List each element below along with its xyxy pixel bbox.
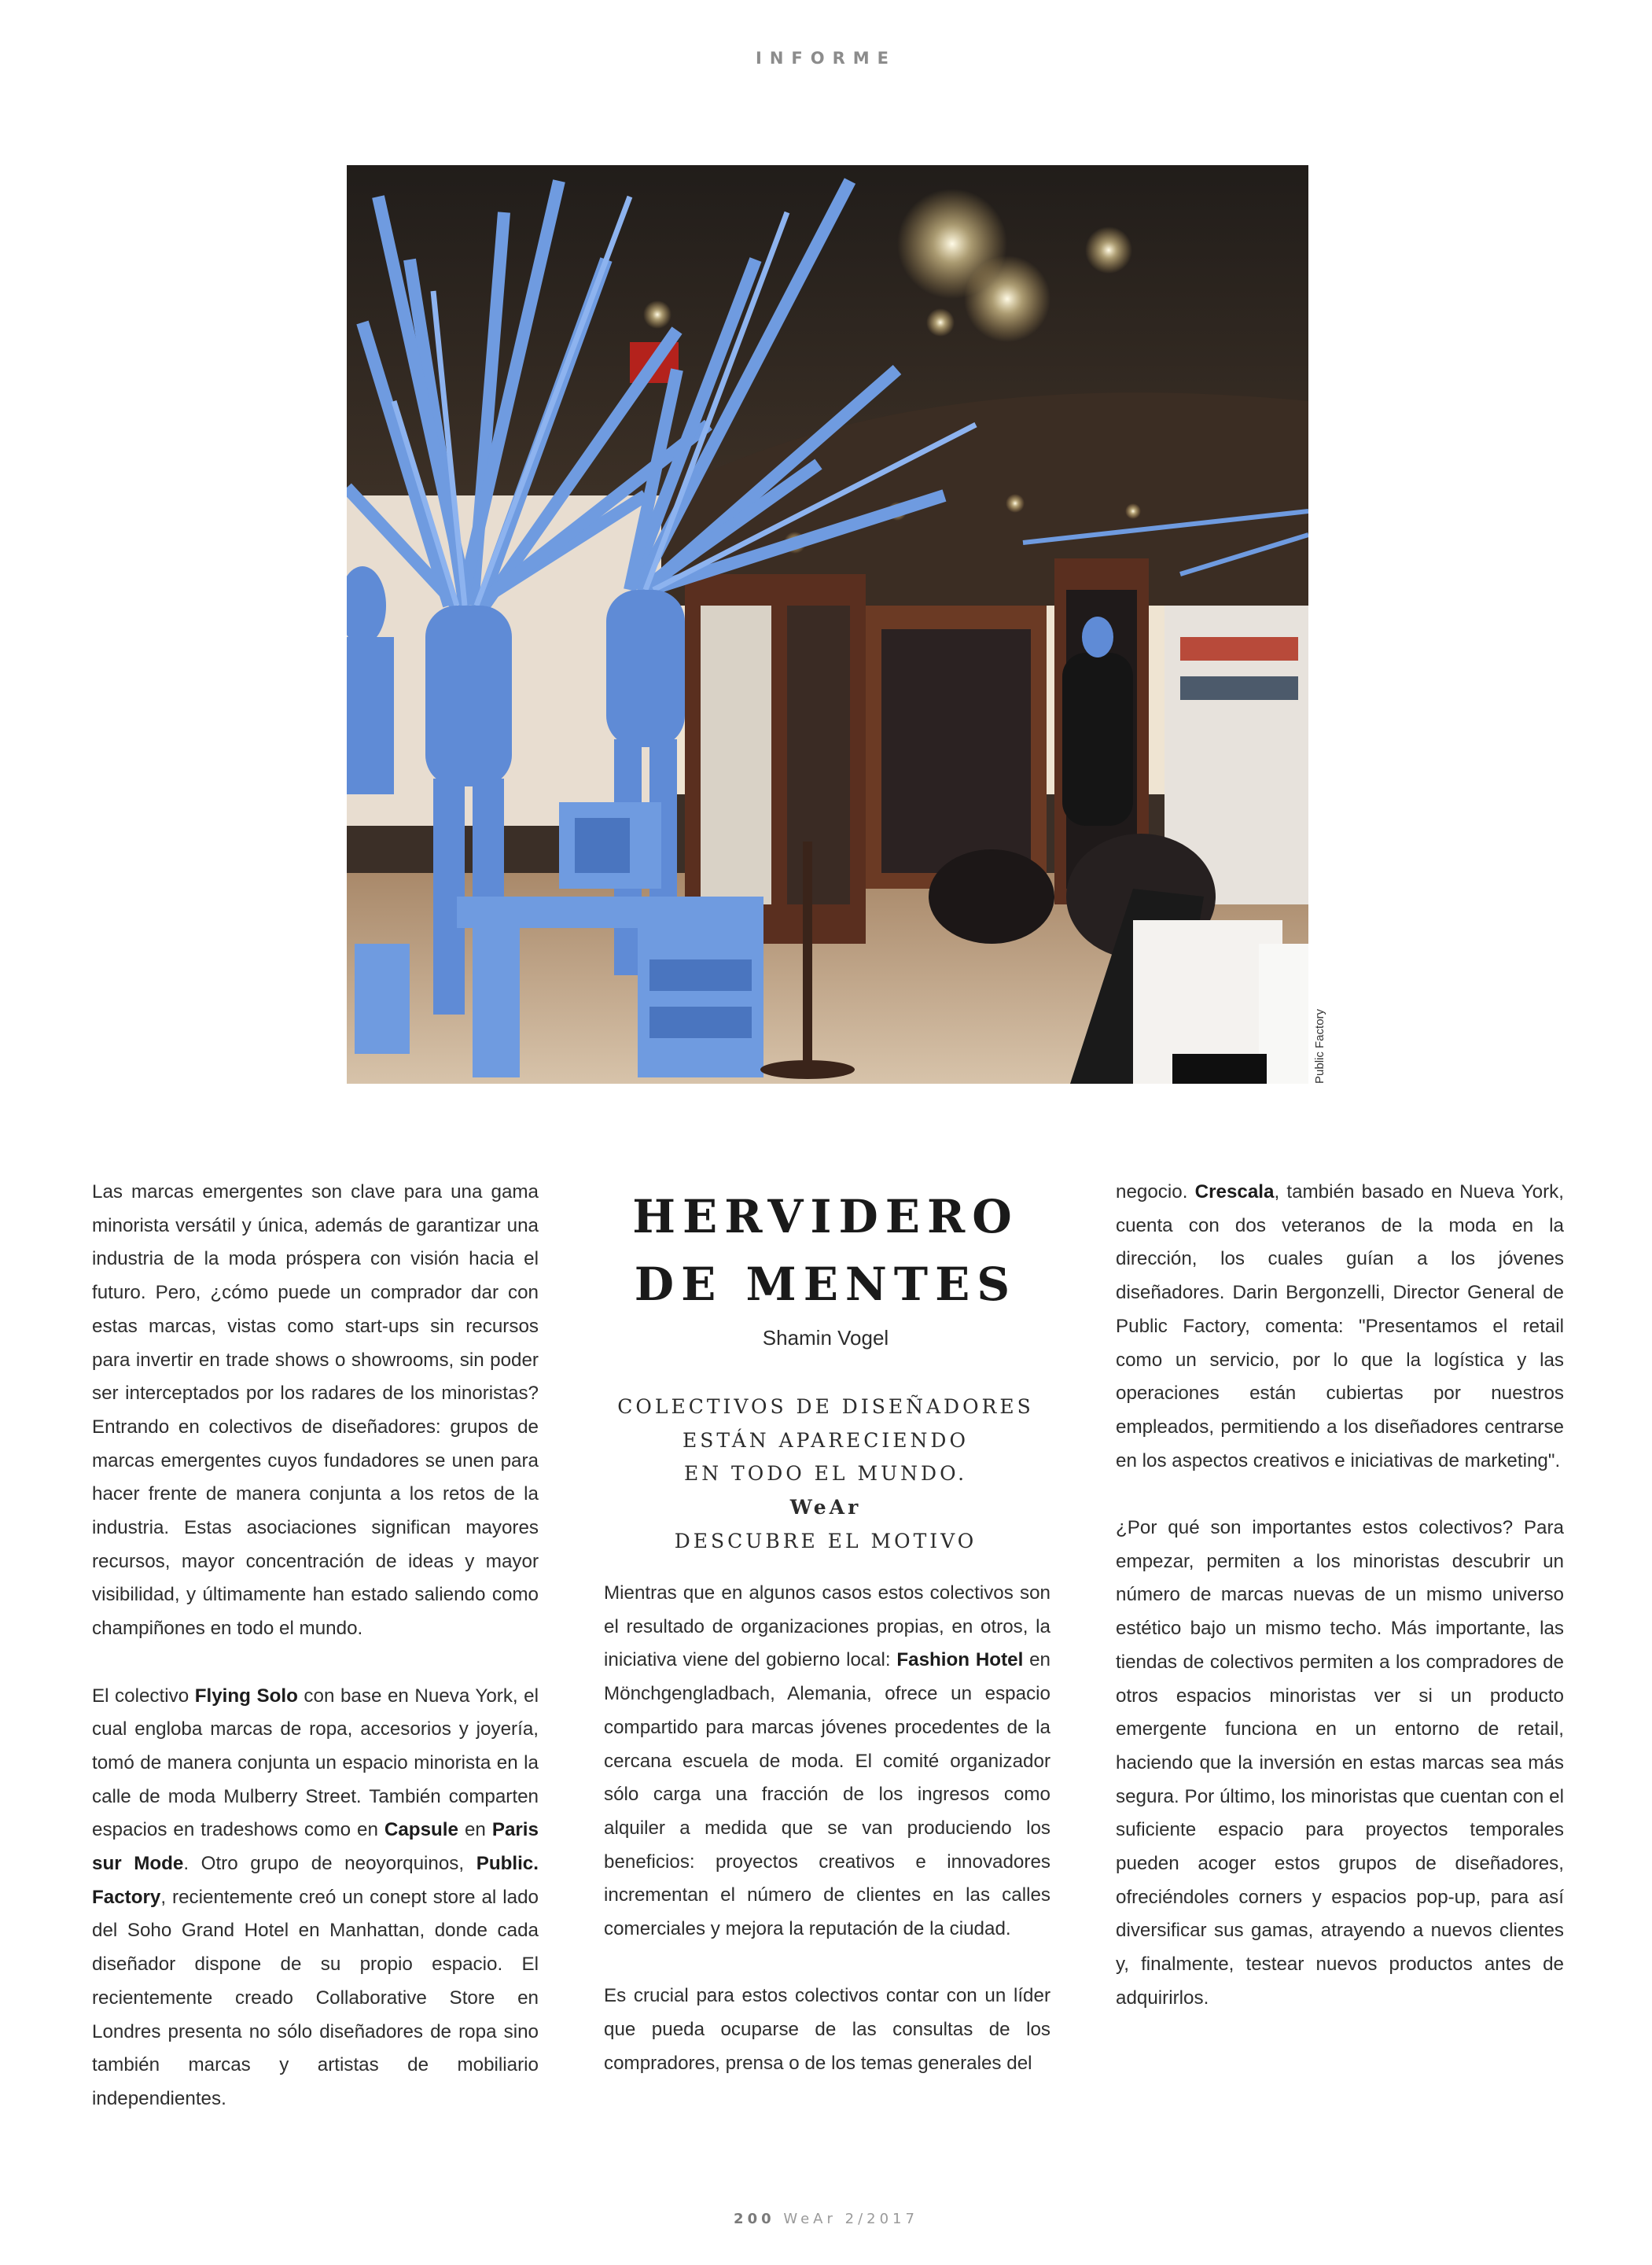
page-number: 200 [734, 2211, 775, 2227]
paragraph [1116, 1176, 1564, 1478]
paragraph: ¿Por qué son importantes estos colectivos? Para empezar, permiten a los minoristas descubrir un número de marcas nuevas de un mismo universo estético bajo un mismo techo. Más importante, las tiendas de colectivos permiten a los compradores de otros espacios minoristas ver si un producto emergente funciona en un entorno de retail, haciendo que la inversión en estas marcas sea más segura. Por último, los minoristas que cuentan con el suficiente espacio para proyectos temporales pueden acoger estos grupos de diseñadores, ofreciéndoles corners y espacios pop-up, para así diversificar sus gamas, atrayendo a nuevos clientes y, finalmente, testear nuevos productos antes de adquirirlos. [1116, 1517, 1564, 2009]
title-line: HERVIDERO [632, 1190, 1019, 1243]
column-left [92, 1176, 539, 2149]
text-run: EN TODO EL MUNDO. [683, 1462, 968, 1486]
page-footer [0, 2211, 1652, 2227]
standfirst-line: DESCUBRE EL MOTIVO [674, 1529, 977, 1552]
standfirst-line [550, 1457, 1101, 1524]
section-label: INFORME [756, 49, 896, 68]
brand-name: Paris sur Mode [92, 1819, 539, 1875]
text-run: en [458, 1819, 492, 1841]
text-run: , recientemente creó un conept store al lado del Soho Grand Hotel en Manhattan, donde cada diseñador dispone de su propio espacio. El recientemente creado Collaborative Store en Londres presenta no sólo diseñadores de ropa sino también marcas y artistas de mobiliario independientes. [92, 1886, 539, 2109]
article-photo [347, 165, 1308, 1084]
text-run: en Mönchgengladbach, Alemania, ofrece un espacio compartido para marcas jóvenes procedentes de la cercana escuela de moda. El comité organizador sólo carga una fracción de los ingresos como alquiler a medida que se van produciendo los beneficios: proyectos creativos e innovadores incrementan el número de clientes en las calles comerciales y mejora la reputación de la ciudad. [604, 1649, 1050, 1940]
paragraph: Es crucial para estos colectivos contar con un líder que pueda ocuparse de las consultas de los compradores, prensa o de los temas generales del [604, 1985, 1050, 2074]
standfirst-line: COLECTIVOS DE DISEÑADORES [617, 1395, 1034, 1418]
column-middle [604, 1577, 1050, 2114]
title-line: DE MENTES [634, 1258, 1017, 1311]
article-title [550, 1183, 1101, 1318]
column-right [1116, 1176, 1564, 2049]
text-run: , también basado en Nueva York, cuenta con dos veteranos de la moda en la dirección, los cuales guían a los jóvenes diseñadores. Darin Bergonzelli, Director General de Public Factory, comenta: "Presentamos el retail como un servicio, por lo que la logística y las operaciones están cubiertas por nuestros empleados, permitiendo a los diseñadores centrarse en los aspectos creativos e iniciativas de marketing". [1116, 1181, 1564, 1471]
text-run: Mientras que en algunos casos estos colectivos son el resultado de organizaciones propias, en otros, la iniciativa viene del gobierno local: [604, 1582, 1050, 1671]
paragraph [604, 1577, 1050, 1946]
brand-name: Capsule [384, 1819, 458, 1841]
brand-name: Fashion Hotel [896, 1649, 1024, 1671]
magazine-brand: WeAr [789, 1496, 862, 1519]
paragraph: Las marcas emergentes son clave para una gama minorista versátil y única, además de garantizar una industria de la moda próspera con visión hacia el futuro. Pero, ¿cómo puede un comprador dar con estas marcas, vistas como start-ups sin recursos para invertir en trade shows o showrooms, sin poder ser interceptados por los radares de los minoristas? Entrando en colectivos de diseñadores: grupos de marcas emergentes cuyos fundadores se unen para hacer frente de manera conjunta a los retos de la industria. Estas asociaciones significan mayores recursos, mayor concentración de ideas y mayor visibilidad, y últimamente han estado saliendo como champiñones en todo el mundo. [92, 1181, 539, 1640]
standfirst-line: ESTÁN APARECIENDO [683, 1428, 969, 1452]
text-run: con base en Nueva York, el cual engloba marcas de ropa, accesorios y joyería, tomó de manera conjunta un espacio minorista en la calle de moda Mulberry Street. También comparten espacios en tradeshows como en [92, 1685, 539, 1841]
store-interior-illustration [347, 165, 1308, 1084]
text-run: negocio. [1116, 1181, 1195, 1202]
standfirst [550, 1390, 1101, 1559]
photo-credit: Public Factory [1313, 1008, 1326, 1084]
issue-label: WeAr 2/2017 [783, 2211, 918, 2227]
brand-name: Crescala [1194, 1181, 1275, 1202]
brand-name: Flying Solo [194, 1685, 298, 1707]
text-run: El colectivo [92, 1685, 195, 1707]
text-run: . Otro grupo de neoyorquinos, [183, 1853, 476, 1875]
paragraph [92, 1680, 539, 2116]
brand-name: Public. Factory [92, 1853, 539, 1908]
author-byline: Shamin Vogel [762, 1326, 889, 1350]
